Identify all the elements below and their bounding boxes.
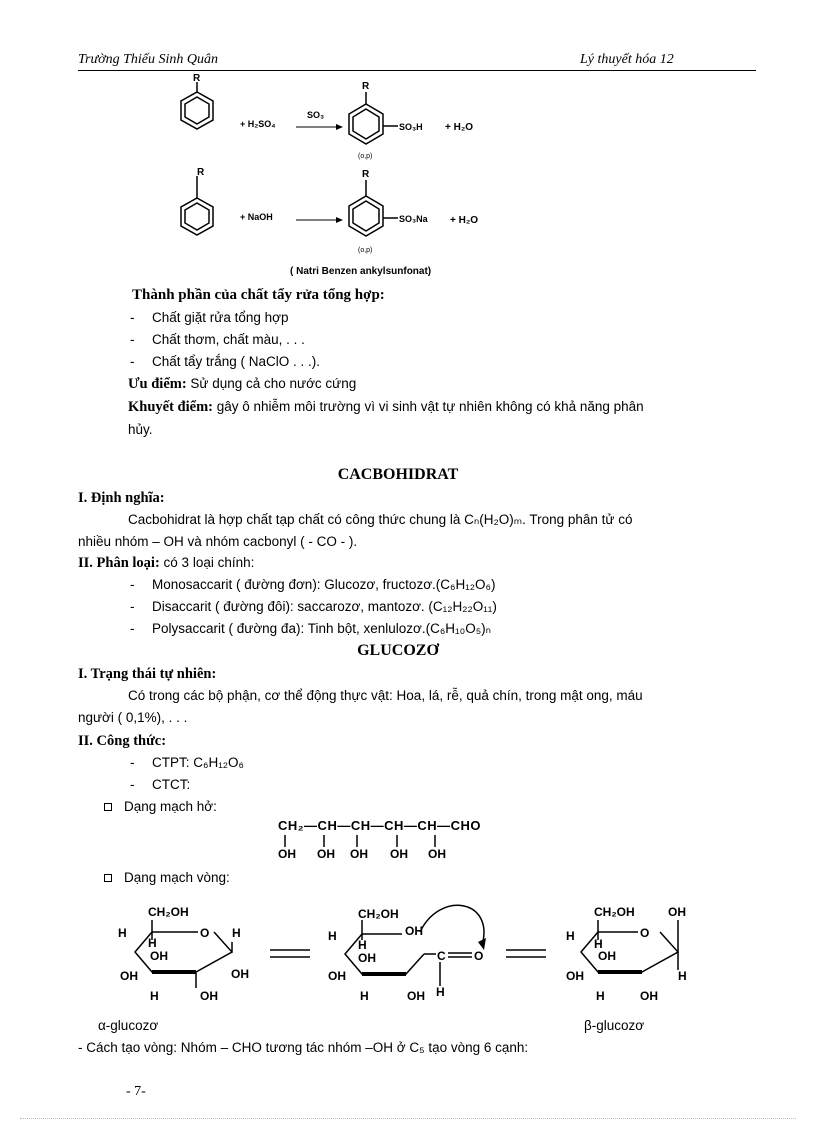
svg-text:H: H — [232, 926, 241, 940]
beta-glucose-label: β-glucozơ — [584, 1018, 645, 1033]
oh-5: OH — [428, 847, 446, 861]
r-group-3: R — [197, 167, 205, 178]
type-monosaccarit: - Monosaccarit ( đường đơn): Glucozơ, fructozơ.(C₆H₁₂O₆) — [130, 577, 496, 592]
op-label-2: (o,p) — [358, 247, 373, 254]
header-school: Trường Thiếu Sinh Quân — [78, 52, 218, 67]
svg-text:OH: OH — [598, 949, 616, 963]
ring-label: Dạng mạch vòng: — [104, 870, 230, 885]
definition-title: I. Định nghĩa: — [78, 490, 165, 506]
svg-text:O: O — [200, 926, 210, 940]
ring-formation-note: - Cách tạo vòng: Nhóm – CHO tương tác nhóm –OH ở C₅ tạo vòng 6 cạnh: — [78, 1040, 529, 1055]
svg-text:H: H — [596, 989, 605, 1003]
alpha-glucose-label: α-glucozơ — [98, 1018, 159, 1033]
cacbohidrat-heading: CACBOHIDRAT — [337, 466, 459, 483]
svg-text:OH: OH — [200, 989, 218, 1003]
detergent-title: Thành phần của chất tẩy rửa tổng hợp: — [132, 287, 385, 303]
glucozo-heading: GLUCOZƠ — [357, 642, 439, 659]
svg-text:H: H — [118, 926, 127, 940]
svg-text:H: H — [358, 938, 367, 952]
svg-text:H: H — [148, 936, 157, 950]
svg-text:H: H — [594, 937, 603, 951]
glucose-ring-structures — [0, 890, 816, 1015]
advantage-line: Ưu điểm: Sử dụng cả cho nước cứng — [128, 376, 357, 392]
detergent-item-1: - Chất giặt rửa tổng hợp — [130, 310, 289, 325]
header-rule — [78, 70, 756, 71]
disadvantage-line: Khuyết điểm: gây ô nhiễm môi trường vì vi sinh vật tự nhiên không có khả năng phân — [128, 399, 644, 415]
benzene-ring-2 — [349, 92, 398, 144]
formula-title: II. Công thức: — [78, 733, 167, 749]
disadvantage-continued: hủy. — [128, 422, 153, 437]
catalyst-so3: SO₃ — [307, 110, 325, 120]
svg-text:H: H — [436, 985, 445, 999]
benzene-ring-4 — [349, 180, 398, 236]
svg-text:OH: OH — [407, 989, 425, 1003]
oh-2: OH — [317, 847, 335, 861]
ctpt-line: - CTPT: C₆H₁₂O₆ — [130, 755, 244, 770]
svg-text:OH: OH — [668, 905, 686, 919]
type-polysaccarit: - Polysaccarit ( đường đa): Tinh bột, xenlulozơ.(C₆H₁₀O₅)ₙ — [130, 621, 492, 636]
svg-text:O: O — [640, 926, 650, 940]
benzene-ring-3 — [181, 176, 213, 235]
water-2: + H₂O — [450, 215, 479, 226]
footer-divider — [20, 1118, 796, 1119]
r-group-4: R — [362, 169, 370, 180]
svg-text:H: H — [566, 929, 575, 943]
natural-state-title: I. Trạng thái tự nhiên: — [78, 666, 217, 682]
oh-3: OH — [350, 847, 368, 861]
open-chain-label: Dạng mạch hở: — [104, 799, 217, 814]
svg-text:H: H — [328, 929, 337, 943]
arrow-2-head — [336, 217, 343, 223]
square-bullet-icon — [104, 874, 112, 882]
svg-text:OH: OH — [566, 969, 584, 983]
r-group-1: R — [193, 73, 201, 84]
reagent-h2so4: + H₂SO₄ — [240, 119, 276, 129]
svg-text:OH: OH — [120, 969, 138, 983]
svg-text:H: H — [678, 969, 687, 983]
svg-text:CH₂OH: CH₂OH — [594, 905, 635, 919]
svg-text:C: C — [437, 949, 446, 963]
svg-text:CH₂OH: CH₂OH — [148, 905, 189, 919]
water-1: + H₂O — [445, 122, 474, 133]
svg-text:OH: OH — [405, 924, 423, 938]
sulfonation-reactions — [0, 72, 816, 282]
oh-4: OH — [390, 847, 408, 861]
open-chain-formula: CH₂—CH—CH—CH—CH—CHO — [278, 818, 482, 833]
svg-text:OH: OH — [150, 949, 168, 963]
reaction-caption: ( Natri Benzen ankylsunfonat) — [290, 266, 432, 277]
natural-state-line-2: người ( 0,1%), . . . — [78, 710, 188, 725]
benzene-ring-1 — [181, 82, 213, 129]
classification-line: II. Phân loại: có 3 loại chính: — [78, 555, 255, 571]
header-subject: Lý thuyết hóa 12 — [580, 52, 674, 67]
definition-line-2: nhiều nhóm – OH và nhóm cacbonyl ( - CO - ). — [78, 534, 358, 549]
definition-line-1: Cacbohidrat là hợp chất tạp chất có công thức chung là Cₙ(H₂O)ₘ. Trong phân tử có — [128, 512, 633, 527]
op-label-1: (o,p) — [358, 153, 373, 160]
oh-1: OH — [278, 847, 296, 861]
svg-text:H: H — [150, 989, 159, 1003]
svg-text:OH: OH — [328, 969, 346, 983]
product-so3na: SO₃Na — [399, 214, 428, 224]
svg-text:CH₂OH: CH₂OH — [358, 907, 399, 921]
type-disaccarit: - Disaccarit ( đường đôi): saccarozơ, mantozơ. (C₁₂H₂₂O₁₁) — [130, 599, 497, 614]
svg-text:H: H — [360, 989, 369, 1003]
svg-text:OH: OH — [358, 951, 376, 965]
page-number: - 7- — [126, 1084, 146, 1099]
svg-text:O: O — [474, 949, 484, 963]
svg-text:OH: OH — [231, 967, 249, 981]
reagent-naoh: + NaOH — [240, 212, 273, 222]
square-bullet-icon — [104, 803, 112, 811]
detergent-item-2: - Chất thơm, chất màu, . . . — [130, 332, 305, 347]
arrow-1-head — [336, 124, 343, 130]
product-so3h: SO₃H — [399, 122, 423, 132]
svg-text:OH: OH — [640, 989, 658, 1003]
r-group-2: R — [362, 81, 370, 92]
natural-state-line-1: Có trong các bộ phận, cơ thể động thực vật: Hoa, lá, rễ, quả chín, trong mật ong, máu — [128, 688, 643, 703]
detergent-item-3: - Chất tẩy trắng ( NaClO . . .). — [130, 354, 321, 369]
ctct-line: - CTCT: — [130, 777, 191, 792]
open-chain-bonds — [278, 834, 498, 848]
